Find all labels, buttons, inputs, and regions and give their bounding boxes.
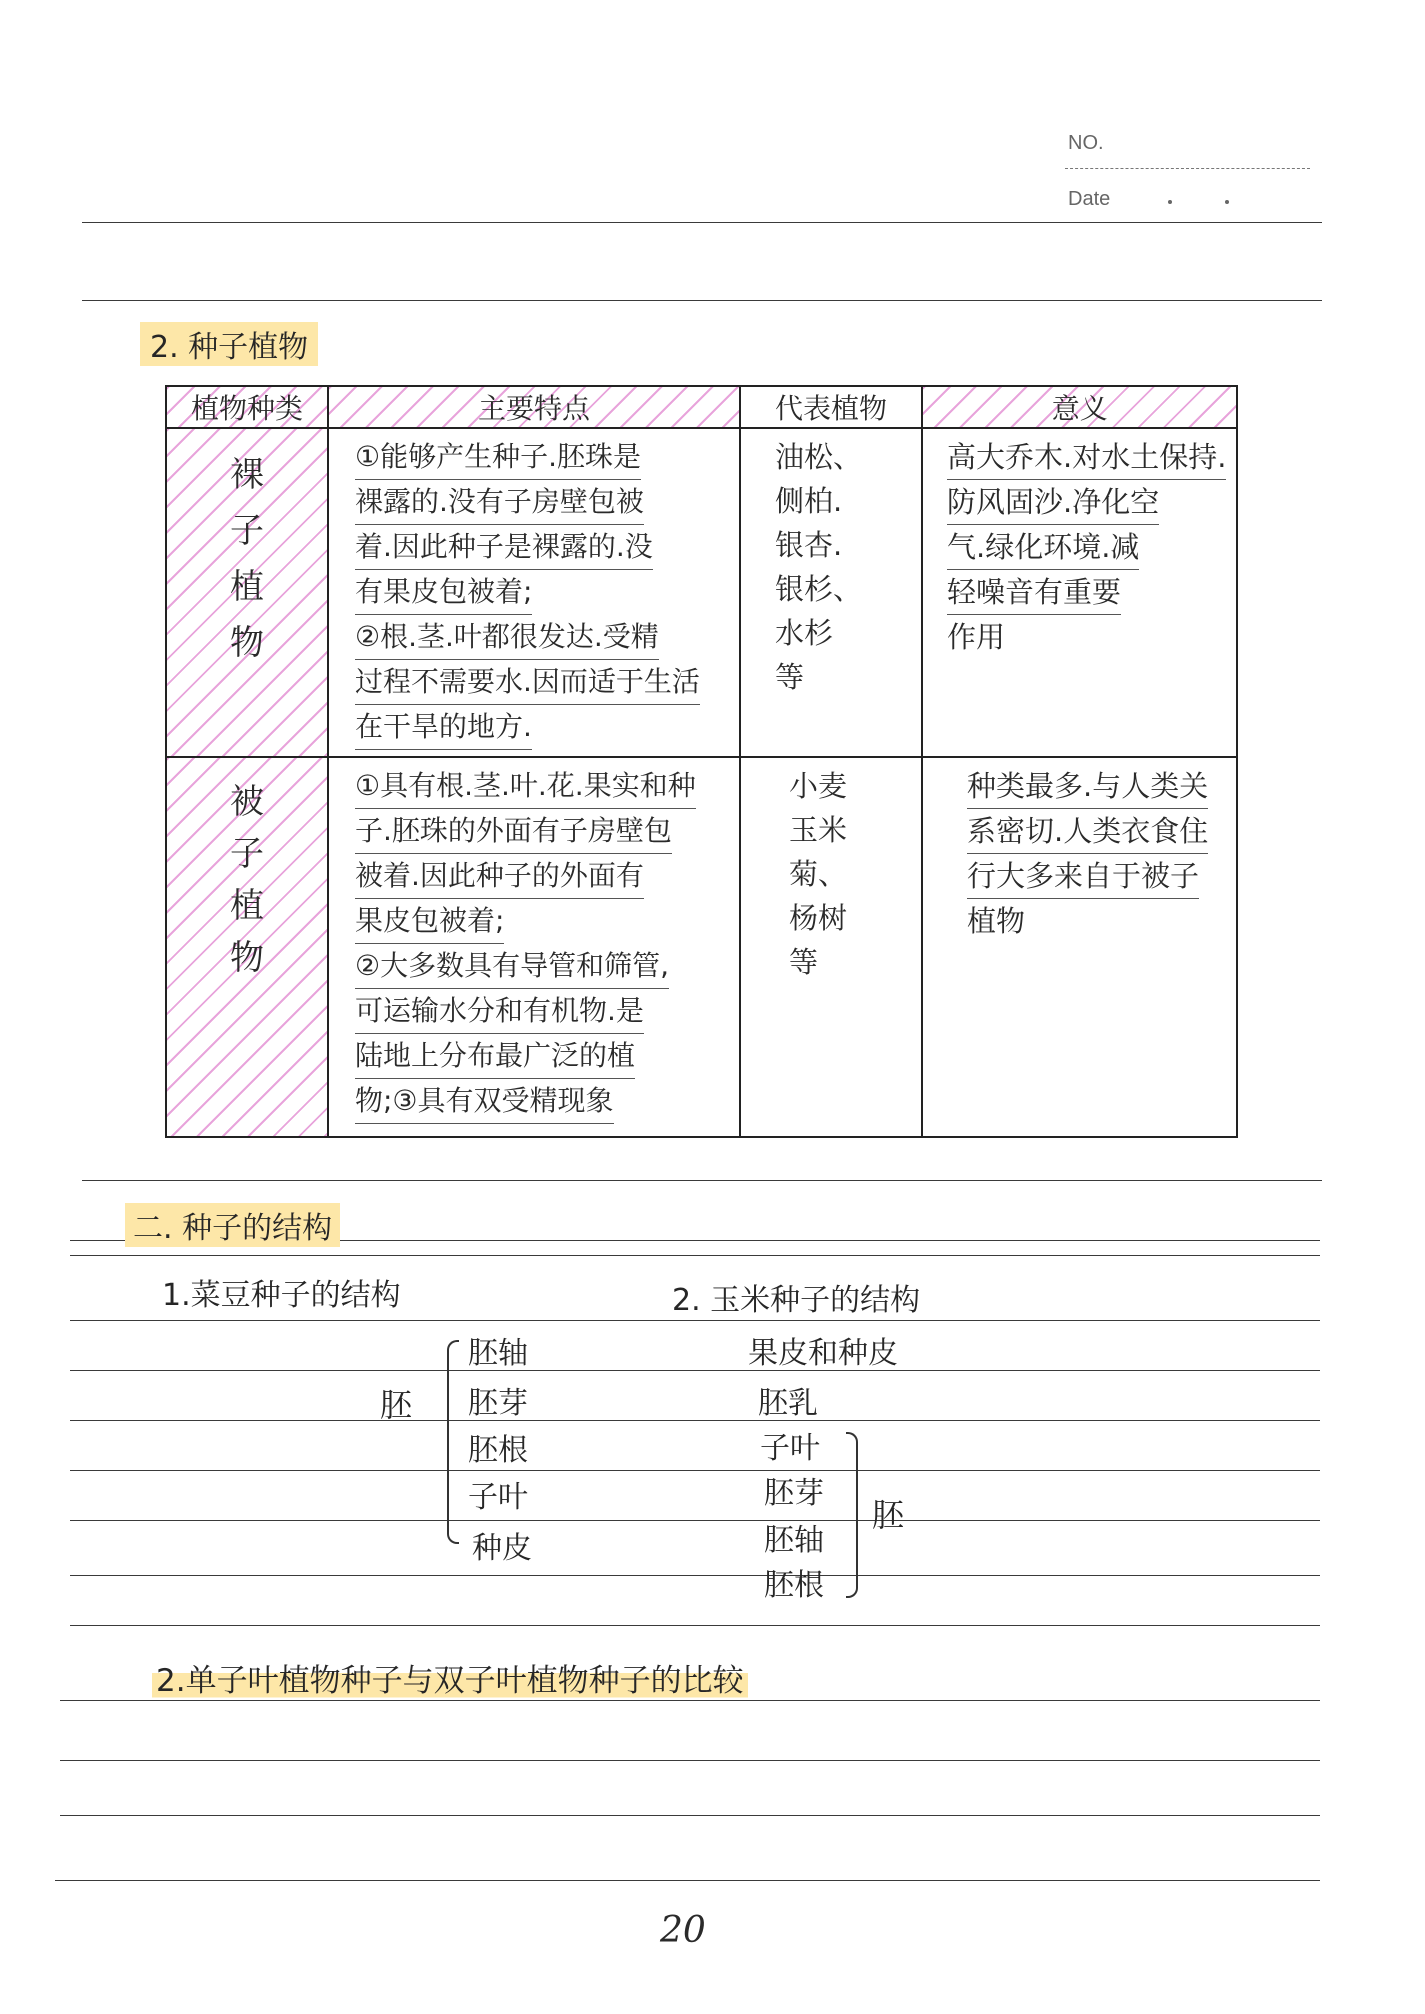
feature-line: 在干旱的地方. — [355, 705, 532, 750]
kind-char: 裸 — [230, 455, 264, 495]
example-line: 银杉、 — [775, 572, 863, 606]
kind-char: 子 — [230, 511, 264, 551]
example-line: 等 — [789, 945, 819, 979]
bean-embryo-label: 胚 — [380, 1386, 413, 1424]
bean-part: 胚轴 — [468, 1336, 528, 1371]
table-header-row — [166, 386, 1237, 428]
feature-line: ①具有根.茎.叶.花.果实和种 — [355, 764, 696, 809]
table-row — [166, 757, 1237, 1137]
header-date-label: Date — [1068, 188, 1111, 210]
corn-embryo-part: 子叶 — [760, 1431, 820, 1466]
kind-cell — [166, 428, 328, 757]
significance-line: 种类最多.与人类关 — [967, 764, 1208, 809]
kind-char: 子 — [230, 834, 264, 874]
feature-line: ②大多数具有导管和筛管, — [355, 944, 669, 989]
corn-brace — [846, 1432, 858, 1598]
features-cell — [328, 757, 740, 1137]
kind-char: 物 — [230, 623, 264, 663]
header-examples: 代表植物 — [740, 386, 922, 428]
feature-line: 着.因此种子是裸露的.没 — [355, 525, 653, 570]
example-line: 小麦 — [789, 769, 848, 803]
examples-cell — [740, 428, 922, 757]
corn-embryo-part: 胚芽 — [764, 1476, 824, 1511]
significance-line: 轻噪音有重要 — [947, 570, 1121, 615]
significance-line: 气.绿化环境.减 — [947, 525, 1139, 570]
significance-line: 行大多来自于被子 — [967, 854, 1199, 899]
ruled-line — [70, 1255, 1320, 1256]
feature-line: 子.胚珠的外面有子房壁包 — [355, 809, 672, 854]
date-dot-1 — [1168, 200, 1172, 204]
features-cell — [328, 428, 740, 757]
header-kind: 植物种类 — [166, 386, 328, 428]
significance-line: 作用 — [947, 620, 1006, 654]
significance-cell — [922, 428, 1237, 757]
bean-part: 胚根 — [468, 1433, 528, 1468]
kind-char: 植 — [230, 886, 264, 926]
feature-line: ②根.茎.叶都很发达.受精 — [355, 615, 659, 660]
feature-line: 过程不需要水.因而适于生活 — [355, 660, 700, 705]
example-line: 玉米 — [789, 813, 848, 847]
feature-line: 被着.因此种子的外面有 — [355, 854, 644, 899]
ruled-line — [70, 1625, 1320, 1626]
section-title-seed-plants: 2. 种子植物 — [140, 322, 318, 366]
ruled-line — [55, 1880, 1320, 1881]
corn-structure-title: 2. 玉米种子的结构 — [672, 1283, 921, 1318]
ruled-line — [60, 1700, 1320, 1701]
corn-part: 胚乳 — [758, 1386, 818, 1421]
ruled-line — [70, 1420, 1320, 1421]
table-row — [166, 428, 1237, 757]
example-line: 杨树 — [789, 901, 848, 935]
ruled-line — [82, 222, 1322, 223]
date-dot-2 — [1225, 200, 1229, 204]
bean-part: 胚芽 — [468, 1386, 528, 1421]
corn-part: 果皮和种皮 — [748, 1336, 898, 1371]
ruled-line — [60, 1760, 1320, 1761]
ruled-line — [60, 1815, 1320, 1816]
bean-part: 子叶 — [468, 1480, 528, 1515]
significance-line: 植物 — [967, 904, 1026, 938]
significance-line: 高大乔木.对水土保持. — [947, 435, 1226, 480]
ruled-line — [70, 1575, 1320, 1576]
kind-cell — [166, 757, 328, 1137]
feature-line: 有果皮包被着; — [355, 570, 532, 615]
feature-line: 可运输水分和有机物.是 — [355, 989, 644, 1034]
comparison-title: 2.单子叶植物种子与双子叶植物种子的比较 — [152, 1655, 748, 1700]
example-line: 水杉 — [775, 616, 834, 650]
feature-line: 裸露的.没有子房壁包被 — [355, 480, 644, 525]
significance-cell — [922, 757, 1237, 1137]
ruled-line — [70, 1320, 1320, 1321]
ruled-line — [82, 1180, 1322, 1181]
ruled-line — [70, 1370, 1320, 1371]
kind-char: 植 — [230, 567, 264, 607]
ruled-line — [82, 300, 1322, 301]
corn-embryo-part: 胚轴 — [764, 1523, 824, 1558]
header-significance: 意义 — [922, 386, 1237, 428]
ruled-line — [70, 1470, 1320, 1471]
feature-line: ①能够产生种子.胚珠是 — [355, 435, 641, 480]
header-no-line — [1065, 168, 1310, 169]
bean-brace — [447, 1340, 459, 1544]
bean-seed-coat: 种皮 — [472, 1531, 532, 1566]
significance-line: 防风固沙.净化空 — [947, 480, 1159, 525]
header-no-label: NO. — [1068, 132, 1104, 154]
feature-line: 陆地上分布最广泛的植 — [355, 1034, 635, 1079]
significance-line: 系密切.人类衣食住 — [967, 809, 1208, 854]
corn-embryo-part: 胚根 — [764, 1568, 824, 1603]
example-line: 侧柏. — [775, 484, 843, 518]
header-features: 主要特点 — [328, 386, 740, 428]
kind-char: 被 — [230, 782, 264, 822]
example-line: 油松、 — [775, 440, 863, 474]
feature-line: 果皮包被着; — [355, 899, 504, 944]
example-line: 银杏. — [775, 528, 843, 562]
section-title-seed-structure: 二. 种子的结构 — [125, 1203, 340, 1247]
seed-plant-table — [165, 385, 1238, 1138]
ruled-line — [70, 1520, 1320, 1521]
example-line: 等 — [775, 660, 805, 694]
feature-line: 物;③具有双受精现象 — [355, 1079, 614, 1124]
example-line: 菊、 — [789, 857, 848, 891]
bean-structure-title: 1.菜豆种子的结构 — [162, 1278, 401, 1313]
kind-char: 物 — [230, 938, 264, 978]
examples-cell — [740, 757, 922, 1137]
corn-embryo-label: 胚 — [872, 1496, 905, 1534]
page-number: 20 — [660, 1910, 706, 1951]
